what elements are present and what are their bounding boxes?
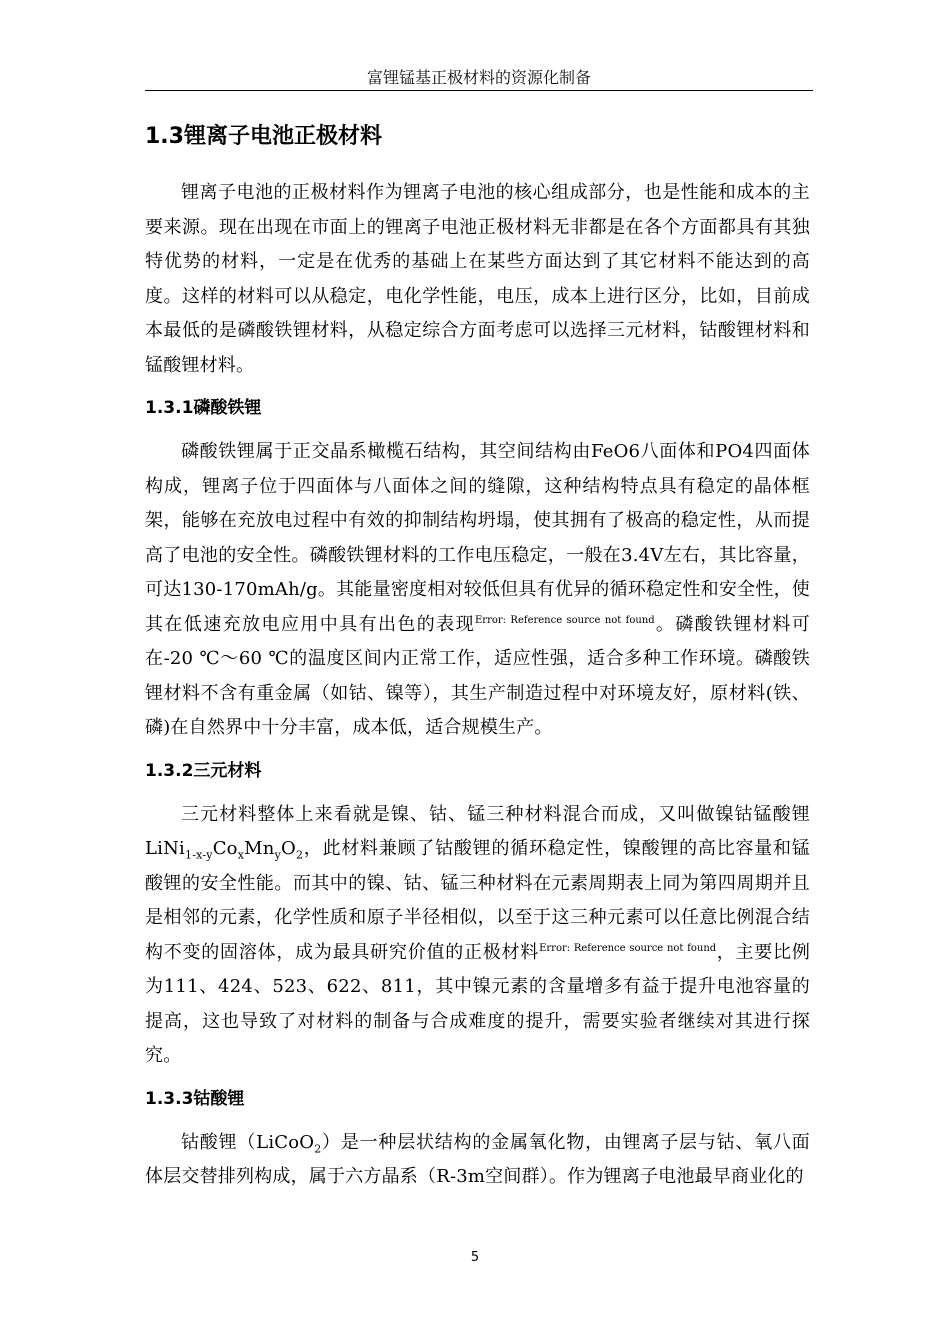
ncm-formula: $LiNi_{1-x-y}Co_xMn_yO_2$ bbox=[145, 838, 304, 862]
page-body bbox=[145, 120, 810, 1203]
lco-subscript: 2 bbox=[314, 1142, 322, 1156]
subsection-title-lfp: 1.3.1磷酸铁锂 bbox=[145, 398, 262, 418]
lfp-paragraph bbox=[145, 435, 810, 746]
ternary-text-1: 三元材料整体上来看就是镍、钴、锰三种材料混合而成，又叫做镍钴锰酸锂 bbox=[181, 803, 810, 825]
ternary-paragraph bbox=[145, 798, 810, 1074]
reference-error[interactable]: Error: Reference source not found bbox=[539, 942, 717, 954]
lco-text-1: 钴酸锂（LiCoO bbox=[181, 1131, 315, 1153]
page-number: 5 bbox=[470, 1250, 480, 1265]
lfp-text-2: 。磷酸铁锂材料可在-20 ℃～60 ℃的温度区间内正常工作，适应性强，适合多种工作环境。磷酸铁锂材料不含有重金属（如钴、镍等），其生产制造过程中对环境友好，原材料(铁、磷)在自然界中十分丰富，成本低，适合规模生产。 bbox=[145, 613, 810, 738]
ternary-text-3: ，主要比例为111、424、523、622、811，其中镍元素的含量增多有益于提升电池容量的提高，这也导致了对材料的制备与合成难度的提升，需要实验者继续对其进行探究。 bbox=[145, 941, 811, 1066]
running-header: 富锂锰基正极材料的资源化制备 bbox=[145, 68, 813, 91]
reference-error[interactable]: Error: Reference source not found bbox=[475, 614, 655, 626]
lco-paragraph bbox=[145, 1126, 810, 1195]
subsection-title-lco: 1.3.3钴酸锂 bbox=[145, 1088, 245, 1109]
lfp-text-1: 磷酸铁锂属于正交晶系橄榄石结构，其空间结构由FeO6八面体和PO4四面体构成，锂离子位于四面体与八面体之间的缝隙，这种结构特点具有稳定的晶体框架，能够在充放电过程中有效的抑制结构坍塌，使其拥有了极高的稳定性，从而提高了电池的安全性。磷酸铁锂材料的工作电压稳定，一般在3.4V左右，其比容量，可达130-170mAh/g。其能量密度相对较低但具有优异的循环稳定性和安全性，使其在低速充放电应用中具有出色的表现 bbox=[145, 441, 810, 635]
lco-text-2: ）是一种层状结构的金属氧化物，由锂离子层与钴、氧八面体层交替排列构成，属于六方晶系（R-3m空间群）。作为锂离子电池最早商业化的 bbox=[145, 1131, 810, 1187]
section-intro-paragraph: 锂离子电池的正极材料作为锂离子电池的核心组成部分，也是性能和成本的主要来源。现在出现在市面上的锂离子电池正极材料无非都是在各个方面都具有其独特优势的材料，一定是在优秀的基础上在某些方面达到了其它材料不能达到的高度。这样的材料可以从稳定，电化学性能，电压，成本上进行区分，比如，目前成本最低的是磷酸铁锂材料，从稳定综合方面考虑可以选择三元材料，钴酸锂材料和锰酸锂材料。 bbox=[145, 182, 810, 376]
ternary-text-2: ，此材料兼顾了钴酸锂的循环稳定性，镍酸锂的高比容量和锰酸锂的安全性能。而其中的镍、钴、锰三种材料在元素周期表上同为第四周期并且是相邻的元素，化学性质和原子半径相似，以至于这三种元素可以任意比例混合结构不变的固溶体，成为最具研究价值的正极材料 bbox=[145, 838, 810, 963]
subsection-title-ternary: 1.3.2三元材料 bbox=[145, 760, 262, 781]
section-title: 1.3锂离子电池正极材料 bbox=[145, 124, 382, 149]
